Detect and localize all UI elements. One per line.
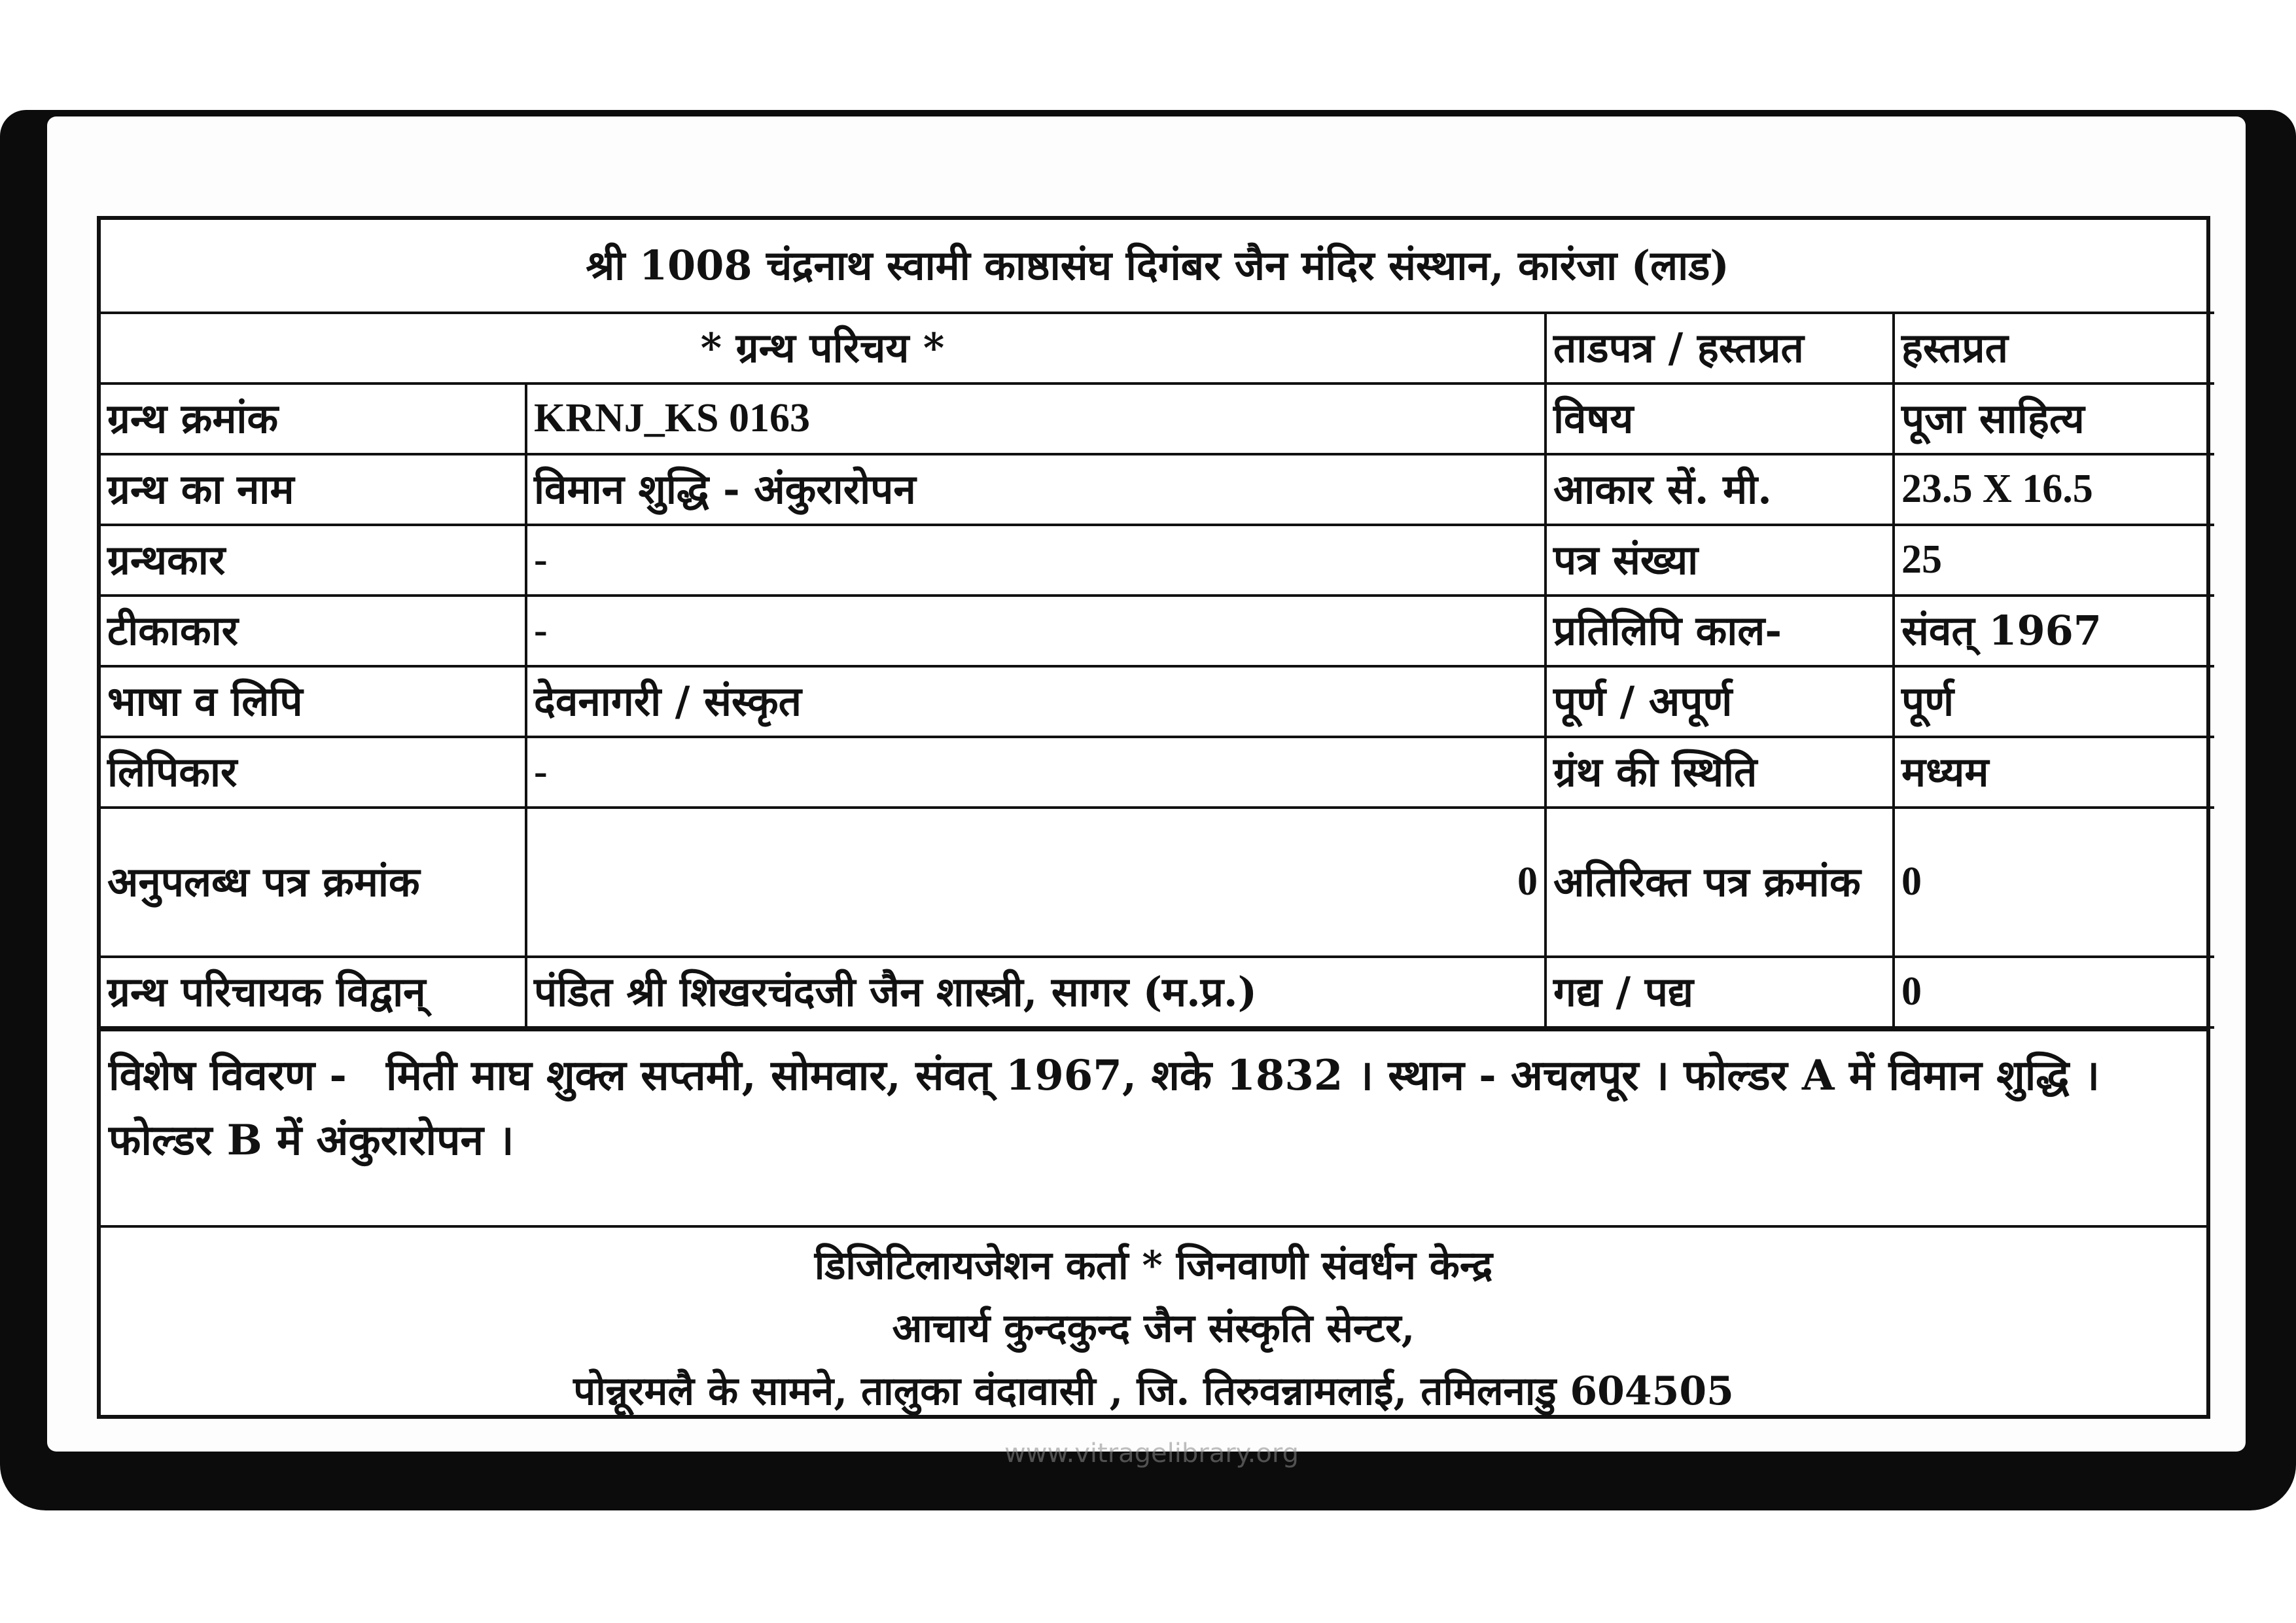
row-right-value: संवत् 1967 [1894,596,2214,666]
row-right-label: गद्य / पद्य [1545,957,1894,1027]
row-right-label: प्रतिलिपि काल- [1545,596,1894,666]
row-label: ग्रन्थ का नाम [101,454,526,525]
footer-line-3: पोन्नूरमलै के सामने, तालुका वंदावासी , जि. तिरुवन्नामलाई, तमिलनाडु 604505 [573,1368,1734,1414]
table-row [101,454,2214,525]
row-right-value: मध्यम [1894,737,2214,808]
institution-title: श्री 1008 चंद्रनाथ स्वामी काष्ठासंघ दिगंबर जैन मंदिर संस्थान, कारंजा (लाड) [101,220,2214,313]
footer-line-1: डिजिटिलायजेशन कर्ता * जिनवाणी संवर्धन केन्द्र [814,1243,1493,1289]
table-row [101,737,2214,808]
type-value: हस्तप्रत [1894,313,2214,383]
row-right-value: पूजा साहित्य [1894,383,2214,454]
row-value: KRNJ_KS 0163 [526,383,1545,454]
row-right-label: आकार सें. मी. [1545,454,1894,525]
row-right-value: 0 [1894,808,2214,957]
watermark: www.vitragelibrary.org [1004,1438,1299,1469]
row-label: अनुपलब्ध पत्र क्रमांक [101,808,526,957]
row-right-label: ग्रंथ की स्थिति [1545,737,1894,808]
row-right-label: पत्र संख्या [1545,525,1894,596]
digitization-footer [101,1225,2206,1415]
type-label: ताडपत्र / हस्तप्रत [1545,313,1894,383]
row-label: भाषा व लिपि [101,666,526,737]
manuscript-info-table [101,220,2214,1029]
row-right-label: विषय [1545,383,1894,454]
row-value: - [526,525,1545,596]
row-right-value: पूर्ण [1894,666,2214,737]
row-right-value: 0 [1894,957,2214,1027]
row-value: 0 [526,808,1545,957]
special-notes [101,1029,2206,1225]
table-row [101,957,2214,1027]
row-value: - [526,737,1545,808]
table-row [101,666,2214,737]
notes-label: विशेष विवरण - [109,1051,347,1100]
row-value: देवनागरी / संस्कृत [526,666,1545,737]
row-label: ग्रन्थ परिचायक विद्वान् [101,957,526,1027]
row-label: ग्रन्थ क्रमांक [101,383,526,454]
row-right-value: 23.5 X 16.5 [1894,454,2214,525]
row-label: लिपिकार [101,737,526,808]
row-right-label: अतिरिक्त पत्र क्रमांक [1545,808,1894,957]
table-row [101,383,2214,454]
notes-text: मिती माघ शुक्ल सप्तमी, सोमवार, संवत् 1967, शके 1832 । स्थान - अचलपूर । फोल्डर A में विमान शुद्धि । फोल्डर B में अंकुरारोपन । [109,1051,2100,1166]
row-label: टीकाकार [101,596,526,666]
row-value: - [526,596,1545,666]
row-right-value: 25 [1894,525,2214,596]
table-row [101,808,2214,957]
row-value: पंडित श्री शिखरचंदजी जैन शास्त्री, सागर (म.प्र.) [526,957,1545,1027]
table-row [101,596,2214,666]
table-row [101,525,2214,596]
footer-line-2: आचार्य कुन्दकुन्द जैन संस्कृति सेन्टर, [892,1306,1415,1351]
row-value: विमान शुद्धि - अंकुरारोपन [526,454,1545,525]
catalog-sheet [97,216,2210,1419]
intro-heading: * ग्रन्थ परिचय * [101,313,1545,383]
row-right-label: पूर्ण / अपूर्ण [1545,666,1894,737]
row-label: ग्रन्थकार [101,525,526,596]
